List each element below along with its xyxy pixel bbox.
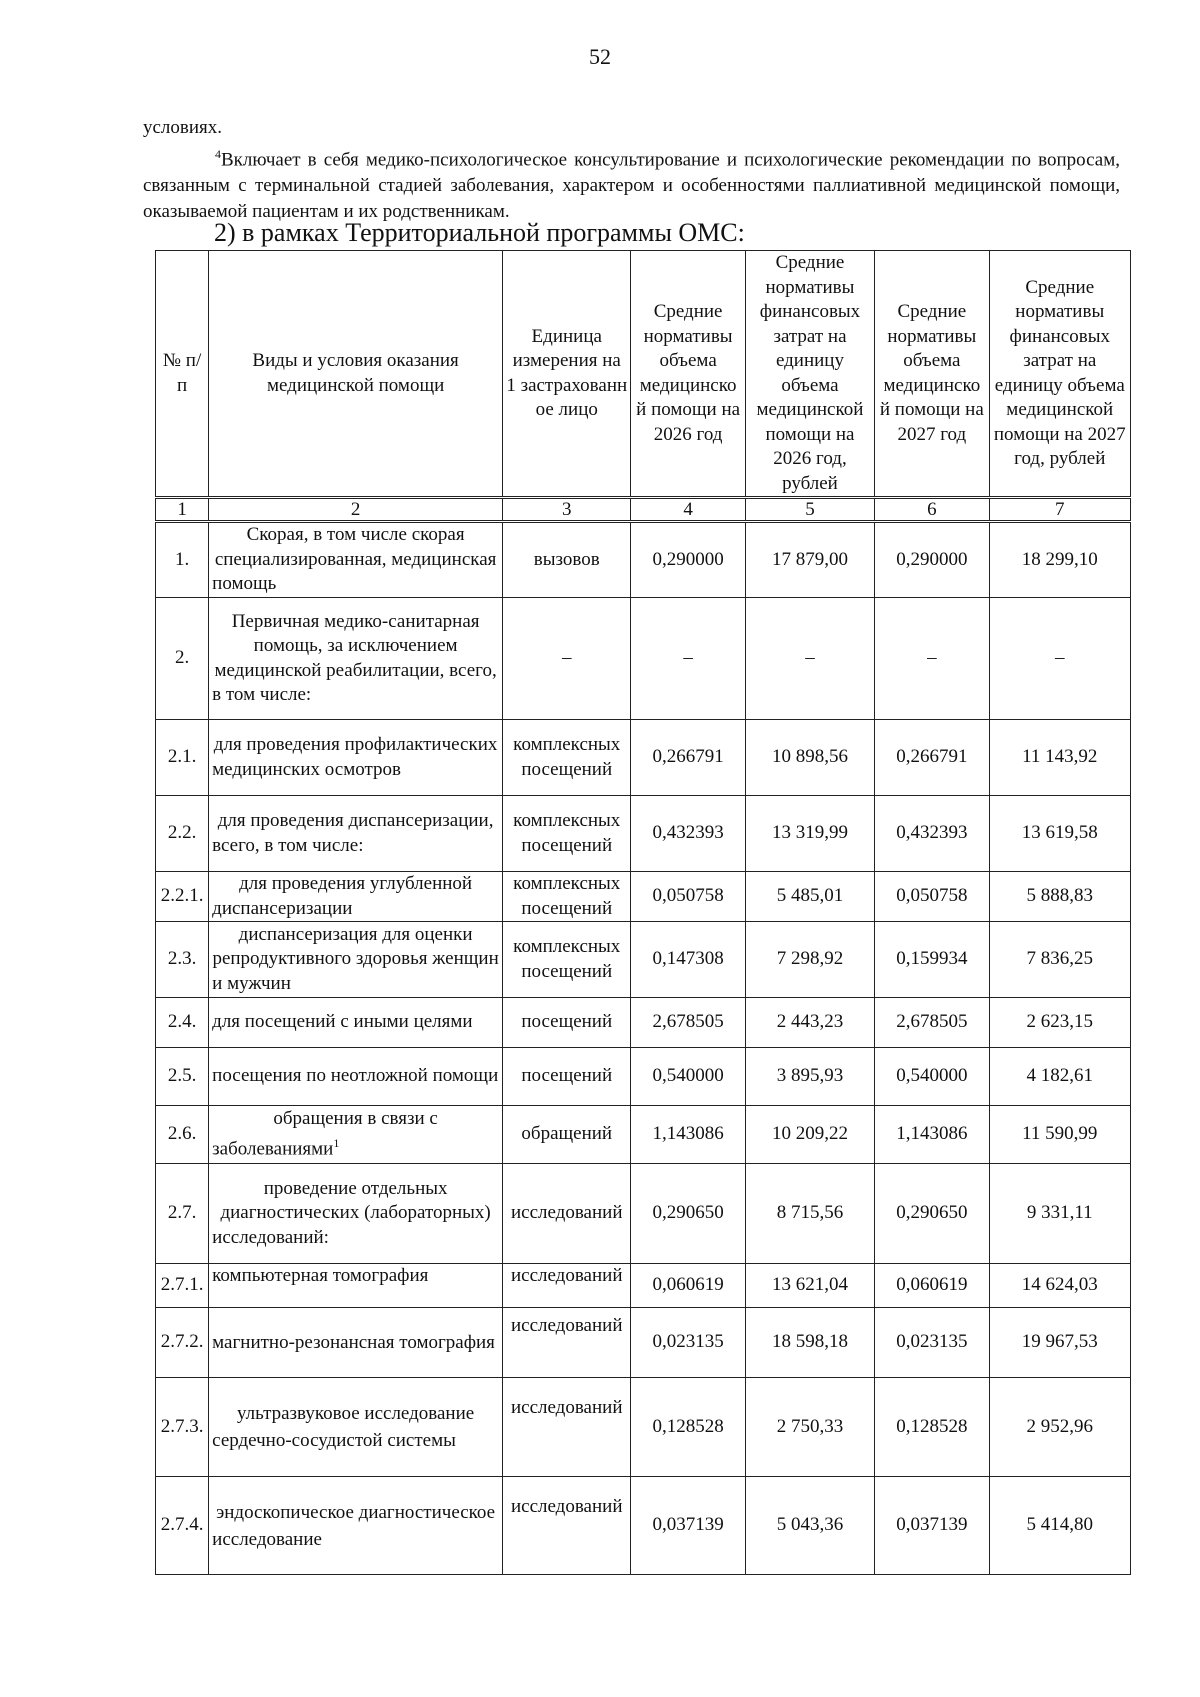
row-number: 2.7.2.: [156, 1308, 209, 1378]
table-row: [156, 1378, 1131, 1477]
cost-2026: 2 443,23: [745, 998, 874, 1048]
unit: вызовов: [503, 522, 631, 598]
footnote-text-block: [143, 115, 1120, 225]
table-row: [156, 922, 1131, 998]
care-type: для проведения углубленной диспансеризации: [209, 872, 503, 922]
volume-2027: 0,159934: [875, 922, 989, 998]
unit: –: [503, 598, 631, 720]
row-number: 2.7.: [156, 1164, 209, 1264]
header-cell-type: Виды и условия оказания медицинской помощи: [209, 251, 503, 498]
footnote-body: Включает в себя медико-психологическое консультирование и психологические рекомендации по вопросам, связанным с терминальной стадией заболевания, характером и особенностями паллиативной медицинской помощи, оказываемой пациентам и их родственникам.: [143, 149, 1120, 223]
volume-2027: 0,128528: [875, 1378, 989, 1477]
cost-2027: 13 619,58: [989, 796, 1130, 872]
table-row: [156, 796, 1131, 872]
continuation-line: условиях.: [143, 117, 223, 138]
unit: комплексных посещений: [503, 720, 631, 796]
table-row: [156, 1164, 1131, 1264]
row-number: 2.: [156, 598, 209, 720]
header-cell-cost-2026: Средние нормативы финансовых затрат на единицу объема медицинской помощи на 2026 год, рублей: [745, 251, 874, 498]
table-row: [156, 1106, 1131, 1164]
care-type: для посещений с иными целями: [209, 998, 503, 1048]
cost-2026: 7 298,92: [745, 922, 874, 998]
volume-2027: 0,290650: [875, 1164, 989, 1264]
row-number: 2.4.: [156, 998, 209, 1048]
cost-2026: 13 621,04: [745, 1264, 874, 1308]
volume-2026: 0,540000: [631, 1048, 745, 1106]
cost-2027: –: [989, 598, 1130, 720]
header-cell-unit: Единица измерения на 1 застрахованн ое лицо: [503, 251, 631, 498]
volume-2027: 0,432393: [875, 796, 989, 872]
volume-2026: 0,432393: [631, 796, 745, 872]
cost-2027: 9 331,11: [989, 1164, 1130, 1264]
table-row: [156, 598, 1131, 720]
unit: обращений: [503, 1106, 631, 1164]
column-number: 3: [503, 498, 631, 522]
row-number: 2.2.1.: [156, 872, 209, 922]
cost-2027: 2 952,96: [989, 1378, 1130, 1477]
care-type: магнитно-резонансная томография: [209, 1308, 503, 1378]
column-number: 6: [875, 498, 989, 522]
volume-2027: 0,290000: [875, 522, 989, 598]
volume-2026: 0,050758: [631, 872, 745, 922]
volume-2027: 0,037139: [875, 1477, 989, 1575]
cost-2027: 11 590,99: [989, 1106, 1130, 1164]
unit: исследований: [503, 1264, 631, 1308]
volume-2027: 2,678505: [875, 998, 989, 1048]
care-type: посещения по неотложной помощи: [209, 1048, 503, 1106]
unit: исследований: [503, 1477, 631, 1575]
care-type: эндоскопическое диагностическое исследование: [209, 1477, 503, 1575]
volume-2027: 0,050758: [875, 872, 989, 922]
unit: исследований: [503, 1378, 631, 1477]
column-number: 4: [631, 498, 745, 522]
volume-2026: 0,147308: [631, 922, 745, 998]
care-type: ультразвуковое исследование сердечно-сосудистой системы: [209, 1378, 503, 1477]
cost-2026: 10 898,56: [745, 720, 874, 796]
header-cell-cost-2027: Средние нормативы финансовых затрат на единицу объема медицинской помощи на 2027 год, рублей: [989, 251, 1130, 498]
cost-2027: 5 888,83: [989, 872, 1130, 922]
oms-normatives-table: [155, 250, 1131, 1575]
volume-2026: 0,037139: [631, 1477, 745, 1575]
footnote-ref: 1: [333, 1136, 340, 1151]
care-type: компьютерная томография: [209, 1264, 503, 1308]
cost-2026: 3 895,93: [745, 1048, 874, 1106]
volume-2027: –: [875, 598, 989, 720]
column-number-row: [156, 498, 1131, 522]
row-number: 1.: [156, 522, 209, 598]
column-number: 7: [989, 498, 1130, 522]
care-type: для проведения диспансеризации, всего, в том числе:: [209, 796, 503, 872]
cost-2026: –: [745, 598, 874, 720]
cost-2026: 8 715,56: [745, 1164, 874, 1264]
unit: комплексных посещений: [503, 922, 631, 998]
volume-2027: 1,143086: [875, 1106, 989, 1164]
cost-2027: 18 299,10: [989, 522, 1130, 598]
cost-2026: 2 750,33: [745, 1378, 874, 1477]
row-number: 2.7.4.: [156, 1477, 209, 1575]
table-row: [156, 1477, 1131, 1575]
volume-2027: 0,023135: [875, 1308, 989, 1378]
cost-2027: 7 836,25: [989, 922, 1130, 998]
row-number: 2.3.: [156, 922, 209, 998]
footnote-4: [143, 141, 1120, 225]
cost-2026: 5 485,01: [745, 872, 874, 922]
cost-2027: 19 967,53: [989, 1308, 1130, 1378]
care-type: Скорая, в том числе скорая специализированная, медицинская помощь: [209, 522, 503, 598]
volume-2027: 0,540000: [875, 1048, 989, 1106]
cost-2027: 5 414,80: [989, 1477, 1130, 1575]
cost-2026: 13 319,99: [745, 796, 874, 872]
volume-2026: 0,290000: [631, 522, 745, 598]
care-type-text: обращения в связи с заболеваниями: [212, 1107, 438, 1160]
row-number: 2.7.3.: [156, 1378, 209, 1477]
table-row: [156, 522, 1131, 598]
row-number: 2.2.: [156, 796, 209, 872]
header-row: [156, 251, 1131, 498]
care-type: для проведения профилактических медицинских осмотров: [209, 720, 503, 796]
cost-2027: 11 143,92: [989, 720, 1130, 796]
header-cell-volume-2026: Средние нормативы объема медицинско й помощи на 2026 год: [631, 251, 745, 498]
table-row: [156, 872, 1131, 922]
column-number: 2: [209, 498, 503, 522]
care-type: [209, 1106, 503, 1164]
cost-2026: 17 879,00: [745, 522, 874, 598]
volume-2026: 0,266791: [631, 720, 745, 796]
table-row: [156, 1308, 1131, 1378]
cost-2027: 14 624,03: [989, 1264, 1130, 1308]
table-row: [156, 1048, 1131, 1106]
volume-2026: 0,290650: [631, 1164, 745, 1264]
header-cell-volume-2027: Средние нормативы объема медицинско й помощи на 2027 год: [875, 251, 989, 498]
row-number: 2.6.: [156, 1106, 209, 1164]
row-number: 2.5.: [156, 1048, 209, 1106]
volume-2027: 0,060619: [875, 1264, 989, 1308]
unit: комплексных посещений: [503, 872, 631, 922]
care-type: диспансеризация для оценки репродуктивного здоровья женщин и мужчин: [209, 922, 503, 998]
unit: посещений: [503, 1048, 631, 1106]
unit: исследований: [503, 1164, 631, 1264]
header-cell-num: № п/п: [156, 251, 209, 498]
row-number: 2.1.: [156, 720, 209, 796]
care-type: Первичная медико-санитарная помощь, за исключением медицинской реабилитации, всего, в том числе:: [209, 598, 503, 720]
volume-2026: –: [631, 598, 745, 720]
table-row: [156, 720, 1131, 796]
volume-2026: 2,678505: [631, 998, 745, 1048]
unit: комплексных посещений: [503, 796, 631, 872]
unit: исследований: [503, 1308, 631, 1378]
volume-2026: 0,060619: [631, 1264, 745, 1308]
section-title: 2) в рамках Территориальной программы ОМС:: [214, 218, 745, 247]
cost-2026: 18 598,18: [745, 1308, 874, 1378]
table-row: [156, 1264, 1131, 1308]
page-number: 52: [589, 44, 611, 69]
column-number: 1: [156, 498, 209, 522]
cost-2026: 10 209,22: [745, 1106, 874, 1164]
volume-2026: 1,143086: [631, 1106, 745, 1164]
table-row: [156, 998, 1131, 1048]
cost-2027: 4 182,61: [989, 1048, 1130, 1106]
unit: посещений: [503, 998, 631, 1048]
cost-2026: 5 043,36: [745, 1477, 874, 1575]
volume-2026: 0,128528: [631, 1378, 745, 1477]
footnote-mark: 4: [215, 147, 221, 161]
volume-2026: 0,023135: [631, 1308, 745, 1378]
cost-2027: 2 623,15: [989, 998, 1130, 1048]
column-number: 5: [745, 498, 874, 522]
volume-2027: 0,266791: [875, 720, 989, 796]
care-type: проведение отдельных диагностических (лабораторных) исследований:: [209, 1164, 503, 1264]
row-number: 2.7.1.: [156, 1264, 209, 1308]
